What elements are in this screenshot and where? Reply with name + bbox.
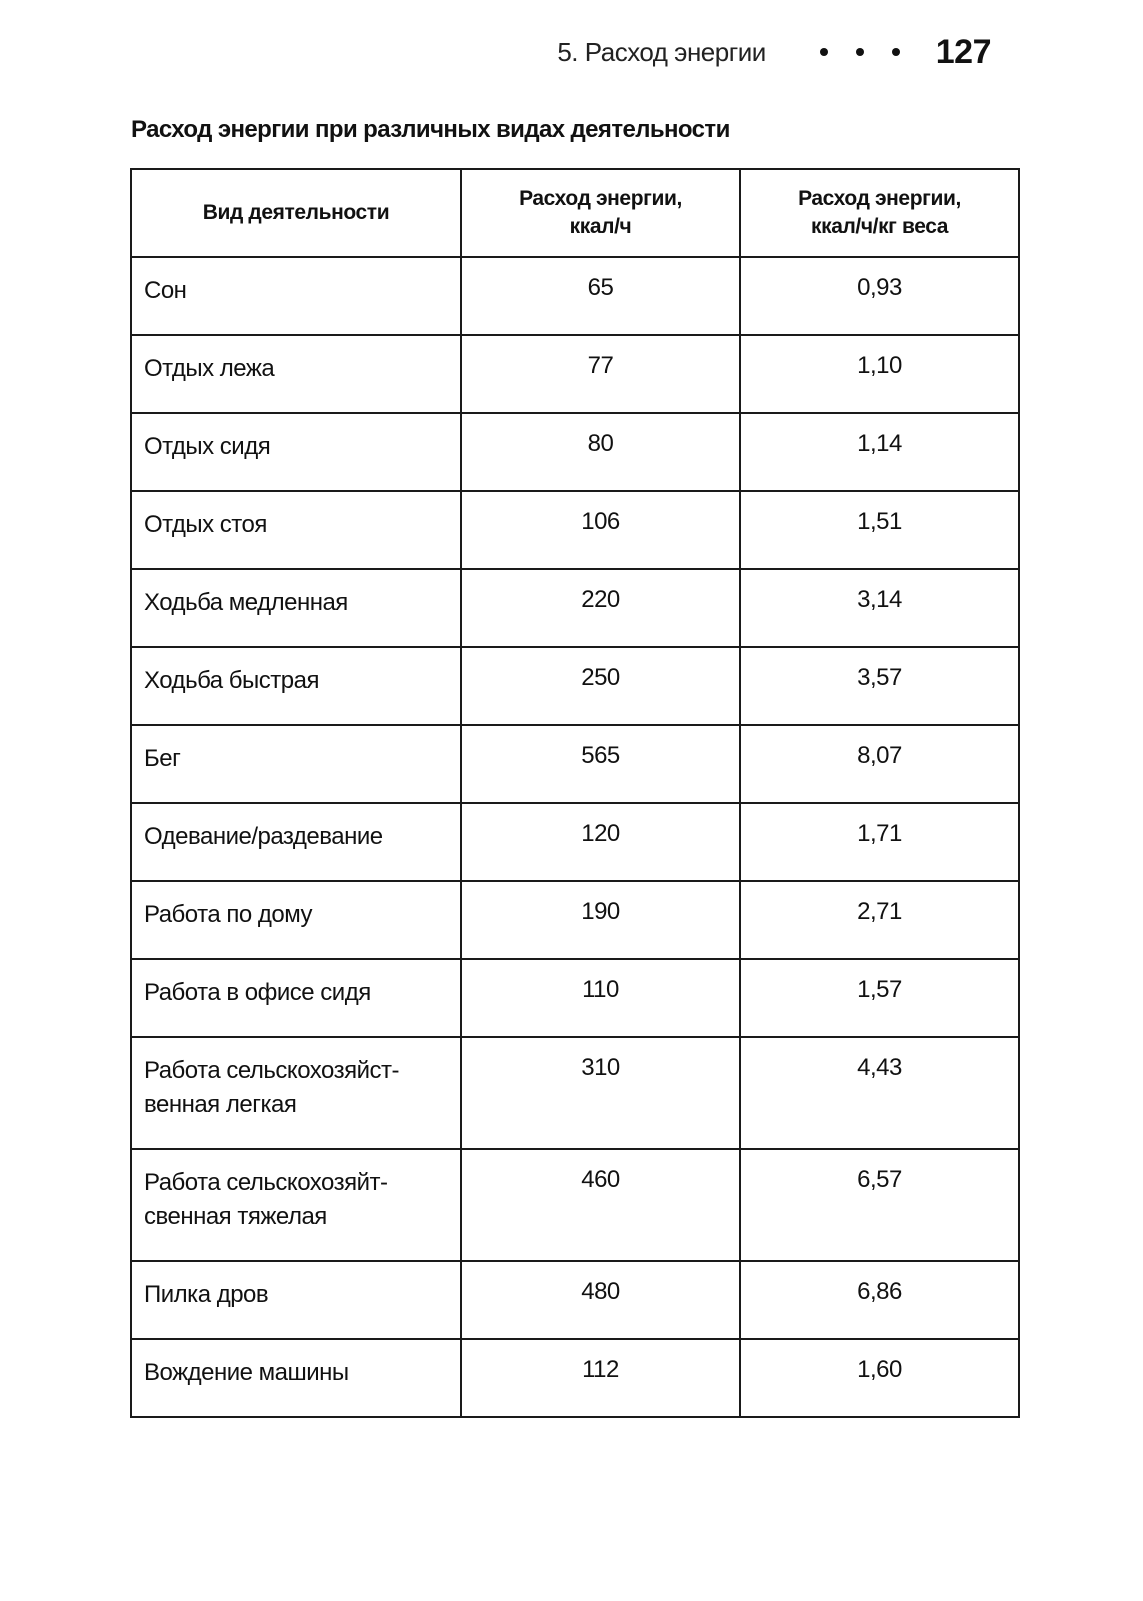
dot-separator bbox=[806, 48, 914, 56]
kcal-per-kg-cell: 1,60 bbox=[740, 1339, 1019, 1417]
kcal-per-kg-cell: 0,93 bbox=[740, 257, 1019, 335]
table-row bbox=[131, 1339, 1019, 1417]
table-row bbox=[131, 257, 1019, 335]
header-row bbox=[131, 169, 1019, 257]
kcal-per-hour-cell: 565 bbox=[461, 725, 740, 803]
activity-cell: Бег bbox=[131, 725, 461, 803]
table-row bbox=[131, 1037, 1019, 1149]
bullet-dot-icon bbox=[820, 48, 828, 56]
table-row bbox=[131, 725, 1019, 803]
bullet-dot-icon bbox=[892, 48, 900, 56]
activity-cell: Ходьба медленная bbox=[131, 569, 461, 647]
table-header bbox=[131, 169, 1019, 257]
kcal-per-hour-cell: 460 bbox=[461, 1149, 740, 1261]
kcal-per-hour-cell: 310 bbox=[461, 1037, 740, 1149]
activity-cell: Одевание/раздевание bbox=[131, 803, 461, 881]
page-number: 127 bbox=[935, 32, 991, 71]
column-header-kcal-per-kg bbox=[740, 169, 1019, 257]
table-row bbox=[131, 1149, 1019, 1261]
table-row bbox=[131, 881, 1019, 959]
kcal-per-kg-cell: 1,14 bbox=[740, 413, 1019, 491]
energy-expenditure-table bbox=[130, 168, 1020, 1418]
kcal-per-hour-cell: 220 bbox=[461, 569, 740, 647]
table-row bbox=[131, 413, 1019, 491]
column-header-kcal-per-kg-text: Расход энергии, ккал/ч/кг веса bbox=[798, 186, 961, 238]
activity-cell: Работа по дому bbox=[131, 881, 461, 959]
activity-cell bbox=[131, 1149, 461, 1261]
table-row bbox=[131, 647, 1019, 725]
kcal-per-kg-cell: 3,14 bbox=[740, 569, 1019, 647]
kcal-per-hour-cell: 106 bbox=[461, 491, 740, 569]
kcal-per-kg-cell: 8,07 bbox=[740, 725, 1019, 803]
activity-cell: Работа в офисе сидя bbox=[131, 959, 461, 1037]
running-header bbox=[557, 30, 991, 74]
activity-cell: Сон bbox=[131, 257, 461, 335]
kcal-per-hour-cell: 250 bbox=[461, 647, 740, 725]
bullet-dot-icon bbox=[856, 48, 864, 56]
kcal-per-hour-cell: 112 bbox=[461, 1339, 740, 1417]
table-title: Расход энергии при различных видах деятельности bbox=[131, 116, 730, 143]
kcal-per-kg-cell: 1,51 bbox=[740, 491, 1019, 569]
column-header-kcal-per-hour bbox=[461, 169, 740, 257]
kcal-per-hour-cell: 480 bbox=[461, 1261, 740, 1339]
activity-text: Работа сельскохозяйст-венная легкая bbox=[144, 1057, 399, 1118]
kcal-per-kg-cell: 2,71 bbox=[740, 881, 1019, 959]
kcal-per-hour-cell: 65 bbox=[461, 257, 740, 335]
kcal-per-kg-cell: 4,43 bbox=[740, 1037, 1019, 1149]
column-header-kcal-per-hour-text: Расход энергии, ккал/ч bbox=[519, 186, 682, 238]
kcal-per-kg-cell: 1,10 bbox=[740, 335, 1019, 413]
activity-cell: Вождение машины bbox=[131, 1339, 461, 1417]
activity-cell: Пилка дров bbox=[131, 1261, 461, 1339]
running-title: 5. Расход энергии bbox=[557, 36, 766, 67]
kcal-per-hour-cell: 120 bbox=[461, 803, 740, 881]
activity-text: Работа сельскохозяйт-свенная тяжелая bbox=[144, 1169, 388, 1230]
table-row bbox=[131, 335, 1019, 413]
table-row bbox=[131, 569, 1019, 647]
table-row bbox=[131, 959, 1019, 1037]
activity-cell: Отдых сидя bbox=[131, 413, 461, 491]
column-header-activity: Вид деятельности bbox=[131, 169, 461, 257]
activity-cell: Отдых стоя bbox=[131, 491, 461, 569]
table-row bbox=[131, 491, 1019, 569]
activity-cell bbox=[131, 1037, 461, 1149]
kcal-per-kg-cell: 6,57 bbox=[740, 1149, 1019, 1261]
kcal-per-kg-cell: 3,57 bbox=[740, 647, 1019, 725]
kcal-per-kg-cell: 6,86 bbox=[740, 1261, 1019, 1339]
kcal-per-hour-cell: 77 bbox=[461, 335, 740, 413]
table-body bbox=[131, 257, 1019, 1417]
table-row bbox=[131, 803, 1019, 881]
kcal-per-kg-cell: 1,71 bbox=[740, 803, 1019, 881]
activity-cell: Отдых лежа bbox=[131, 335, 461, 413]
kcal-per-hour-cell: 190 bbox=[461, 881, 740, 959]
kcal-per-kg-cell: 1,57 bbox=[740, 959, 1019, 1037]
kcal-per-hour-cell: 110 bbox=[461, 959, 740, 1037]
kcal-per-hour-cell: 80 bbox=[461, 413, 740, 491]
activity-cell: Ходьба быстрая bbox=[131, 647, 461, 725]
table-row bbox=[131, 1261, 1019, 1339]
